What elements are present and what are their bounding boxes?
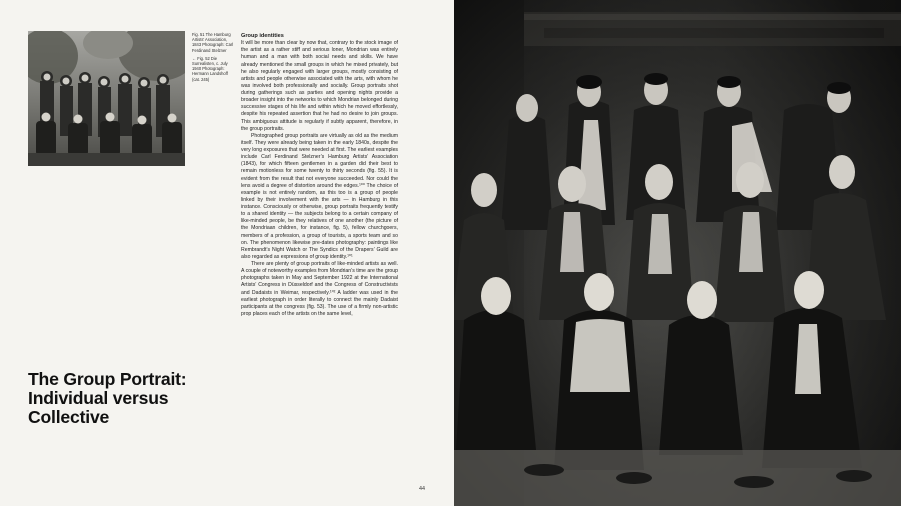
group-portrait-photo-surrealists xyxy=(454,0,901,506)
figure-captions xyxy=(192,32,236,85)
chapter-title-line-2: Individual versus xyxy=(28,388,169,409)
section-heading: Group identities xyxy=(241,33,284,39)
body-text-column xyxy=(241,33,398,318)
paragraph-1: It will be more than clear by now that, contrary to the stock image of the artist as a rather stiff and serious loner, Mondrian was entirely human and a man with both social needs and skills. We have already mentioned the small groups in which he mixed privately, but he also regularly engaged with larger groups, mostly consisting of artists and people otherwise associated with the arts, with whom he was involved both professionally and socially. Group portraits shot during gatherings such as parties and opening nights provide a broader insight into the networks to which Mondrian belonged during successive stages of his life and within which he moved effortlessly, despite his repeated assertion that he had no desire to join groups. This ambiguous attitude is regularly if subtly apparent, therefore, in the group portraits. xyxy=(241,40,398,132)
page-number: 44 xyxy=(419,486,425,492)
chapter-title xyxy=(28,370,238,428)
chapter-title-line-3: Collective xyxy=(28,407,110,428)
caption-fig-51: Fig. 51 The Hamburg Artists’ Association, 1843 Photograph: Carl Ferdinand Stelzner xyxy=(192,32,234,53)
caption-fig-52: ← Fig. 52 Die Surrealisten, c. July 1940 Photograph: Hermann Landshoff (cat. 245) xyxy=(192,55,228,82)
paragraph-2: Photographed group portraits are virtually as old as the medium itself. They were already being taken in the early 1840s, despite the very long exposures that were needed at first. The earliest examples include Carl Ferdinand Stelzner’s Hamburg Artists’ Association (1843), for which fifteen gentlemen in a garden did their best to remain motionless for some twenty to thirty seconds (fig. 55). It is evident from the result that not everyone succeeded. Nor could the lens avoid a degree of distortion around the edges.¹⁰⁰ The choice of example is not entirely random, as this too is a group of people linked by their involvement with the arts — in Hamburg in this instance. Consciously or otherwise, group portraits frequently testify to a shared identity — the subjects belong to a certain company of like-minded people, be they relatives of one another (the picture of the Mondriaan children, for instance, fig. 5), fellow churchgoers, members of a profession, a group of tourists, a sports team and so on. The phenomenon likewise pre-dates photography: paintings like Rembrandt’s Night Watch or The Syndics of the Drapers’ Guild are also regarded as expressions of group identity.¹⁰¹ xyxy=(241,132,398,260)
paragraph-3: There are plenty of group portraits of like-minded artists as well. A couple of noteworthy examples from Mondrian’s time are the group photographs taken in May and September 1922 at the International Artists’ Congress in Düsseldorf and the Congress of Constructivists and Dadaists in Weimar, respectively.¹⁰² A ladder was used in the earliest photograph in order literally to connect the mainly Dadaist participants at the congress (fig. 53). The use of a firmly non-artistic prop places each of the artists on the same level, xyxy=(241,261,398,317)
chapter-title-line-1: The Group Portrait: xyxy=(28,369,187,389)
thumbnail-photo-hamburg-artists xyxy=(28,31,185,166)
